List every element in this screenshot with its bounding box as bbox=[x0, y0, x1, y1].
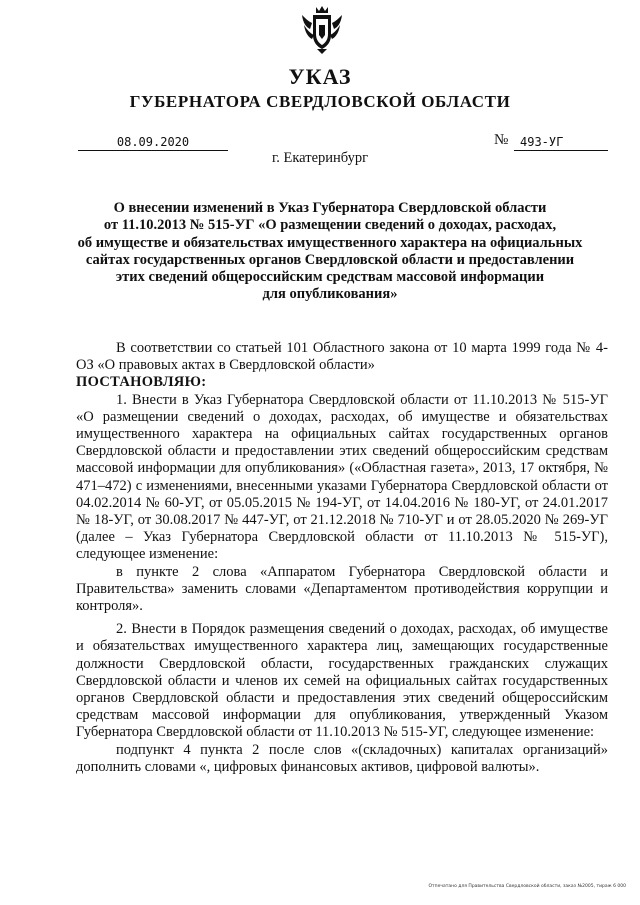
paragraph-1: 1. Внести в Указ Губернатора Свердловской области от 11.10.2013 № 515-УГ «О размещении сведений о доходах, расходах, об имуществе и обязательствах имущественного характера на официальных сайтах государственных органов Свердловской области и предоставлении этих сведений общероссийским средствам массовой информации для опубликования» («Областная газета», 2013, 17 октября, № 471–472) с изменениями, внесенными указами Губернатора Свердловской области от 04.02.2014 № 60-УГ, от 05.05.2015 № 194-УГ, от 14.04.2016 № 180-УГ, от 24.01.2017 № 18-УГ, от 30.08.2017 № 447-УГ, от 21.12.2018 № 710-УГ и от 28.05.2020 № 269-УГ (далее – Указ Губернатора Свердловской области от 11.10.2013 № 515-УГ), следующее изменение: bbox=[76, 391, 608, 563]
heading-line: этих сведений общероссийским средствам массовой информации bbox=[115, 269, 545, 286]
decree-number: 493-УГ bbox=[514, 134, 608, 151]
heading-line: от 11.10.2013 № 515-УГ «О размещении сведений о доходах, расходах, bbox=[103, 217, 557, 234]
issuer-title: ГУБЕРНАТОРА СВЕРДЛОВСКОЙ ОБЛАСТИ bbox=[129, 92, 511, 111]
paragraph-1-amendment: в пункте 2 слова «Аппаратом Губернатора Свердловской области и Правительства» заменить словами «Департаментом противодействия коррупции и контроля». bbox=[76, 563, 608, 615]
paragraph-2: 2. Внести в Порядок размещения сведений о доходах, расходах, об имуществе и обязательствах имущественного характера лиц, замещающих государственные должности Свердловской области, государственных гражданских служащих Свердловской области и членов их семей на официальных сайтах государственных органов Свердловской области и предоставления этих сведений общероссийским средствам массовой информации для опубликования, утвержденный Указом Губернатора Свердловской области от 11.10.2013 № 515-УГ, следующее изменение: bbox=[76, 621, 608, 741]
heading-line: сайтах государственных органов Свердловской области и предоставлении bbox=[85, 251, 575, 268]
decree-date: 08.09.2020 bbox=[78, 134, 228, 151]
resolve-keyword: ПОСТАНОВЛЯЮ: bbox=[76, 374, 207, 391]
heading-line: об имуществе и обязательствах имущественного характера на официальных bbox=[77, 234, 583, 251]
number-sign: № bbox=[494, 132, 509, 148]
heading-line: для опубликования» bbox=[262, 286, 398, 303]
heading-line: О внесении изменений в Указ Губернатора Свердловской области bbox=[113, 200, 547, 216]
print-footer: Отпечатано для Правительства Свердловской области, заказ №2005, тираж 6 000 bbox=[428, 884, 626, 889]
paragraph-2-amendment: подпункт 4 пункта 2 после слов «(складочных) капиталах организаций» дополнить словами «, цифровых финансовых активов, цифровой валюты». bbox=[76, 741, 608, 775]
document-type-title: УКАЗ bbox=[288, 64, 352, 89]
decree-heading bbox=[60, 200, 600, 304]
preamble: В соответствии со статьей 101 Областного закона от 10 марта 1999 года № 4-ОЗ «О правовых актах в Свердловской области» bbox=[76, 340, 608, 374]
city: г. Екатеринбург bbox=[271, 150, 369, 166]
coat-of-arms-icon bbox=[300, 5, 344, 55]
decree-body bbox=[76, 340, 608, 776]
